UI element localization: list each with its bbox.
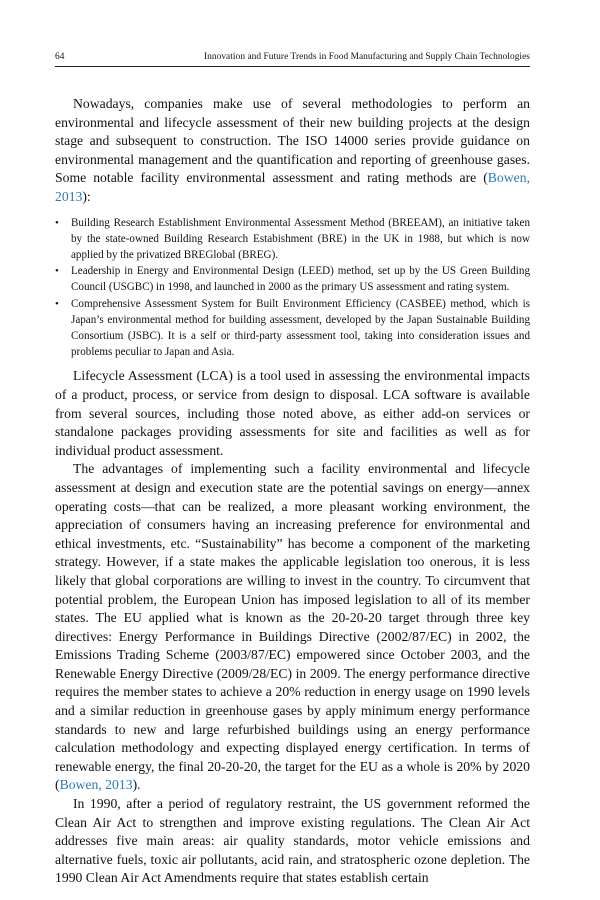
paragraph-intro-tail: ): <box>82 188 91 204</box>
bullet-icon: • <box>55 216 59 229</box>
citation-link[interactable]: Bowen, 2013 <box>55 170 530 204</box>
assessment-methods-list <box>55 215 530 361</box>
paragraph-intro <box>55 95 530 207</box>
body-text <box>55 95 530 888</box>
paragraph-advantages-text: The advantages of implementing such a facility environmental and lifecycle assessment at design and execution state are the potential savings on energy—annex operating costs—that can be realized, a more pleasant working environment, the appreciation of consumers having an increasing preference for environmental and ethical investments, etc. “Sustainability” has become a component of the marketing strategy. However, if a state makes the applicable legislation too onerous, it is less likely that global corporations are willing to invest in the country. To circumvent that potential problem, the European Union has imposed legislation to all of its member states. The EU applied what is known as the 20-20-20 target through three key directives: Energy Performance in Buildings Directive (2002/87/EC) in 2002, the Emissions Trading Scheme (2003/87/EC) empowered since October 2003, and the Renewable Energy Directive (2009/28/EC) in 2009. The energy performance directive requires the member states to achieve a 20% reduction in energy usage on 1990 levels and a similar reduction in greenhouse gases by apply minimum energy performance standards to new and large refurbished buildings using an energy performance calculation methodology and expecting displayed energy certification. In terms of renewable energy, the final 20-20-20, the target for the EU as a whole is 20% by 2020 ( <box>55 461 530 793</box>
bullet-icon: • <box>55 297 59 310</box>
bullet-icon: • <box>55 265 59 278</box>
book-page <box>55 52 530 888</box>
list-item-breeam <box>55 215 530 264</box>
paragraph-lca: Lifecycle Assessment (LCA) is a tool used in assessing the environmental impacts of a product, process, or service from design to disposal. LCA software is available from several sources, including those noted above, as either add-on services or standalone packages providing assessments for site and facilities as well as for individual product assessment. <box>55 368 530 458</box>
paragraph-clean-air-act: In 1990, after a period of regulatory restraint, the US government reformed the Clean Air Act to strengthen and improve existing regulations. The Clean Air Act addresses five main areas: air quality standards, motor vehicle emissions and alternative fuels, toxic air pollutants, acid rain, and stratospheric ozone depletion. The 1990 Clean Air Act Amendments require that states establish certain <box>55 796 530 886</box>
paragraph-advantages <box>55 460 530 795</box>
list-item-text: Leadership in Energy and Environmental Design (LEED) method, set up by the US Green Building Council (USGBC) in 1998, and launched in 2000 as the primary US assessment and rating system. <box>71 265 530 294</box>
list-item-casbee <box>55 296 530 361</box>
page-number: 64 <box>55 52 65 62</box>
book-title: Innovation and Future Trends in Food Manufacturing and Supply Chain Technologies <box>203 52 530 62</box>
list-item-text: Building Research Establishment Environmental Assessment Method (BREEAM), an initiative taken by the state-owned Building Research Estabishment (BRE) in the UK in 1988, but which is now applied by the privatized BREGlobal (BREG). <box>71 216 530 261</box>
list-item-leed <box>55 263 530 295</box>
paragraph-advantages-tail: ). <box>132 777 141 793</box>
paragraph-intro-text: Nowadays, companies make use of several methodologies to perform an environmental and lifecycle assessment of their new building projects at the design stage and subsequent to construction. The ISO 14000 series provide guidance on environmental management and the quantification and reporting of greenhouse gases. Some notable facility environmental assessment and rating methods are ( <box>55 96 530 186</box>
list-item-text: Comprehensive Assessment System for Built Environment Efficiency (CASBEE) method, which is Japan’s environmental method for building assessment, developed by the Japan Sustainable Building Consortium (JSBC). It is a self or third-party assessment tool, taking into consideration issues and problems peculiar to Japan and Asia. <box>71 297 530 359</box>
running-head <box>55 52 530 67</box>
citation-link[interactable]: Bowen, 2013 <box>59 777 133 793</box>
